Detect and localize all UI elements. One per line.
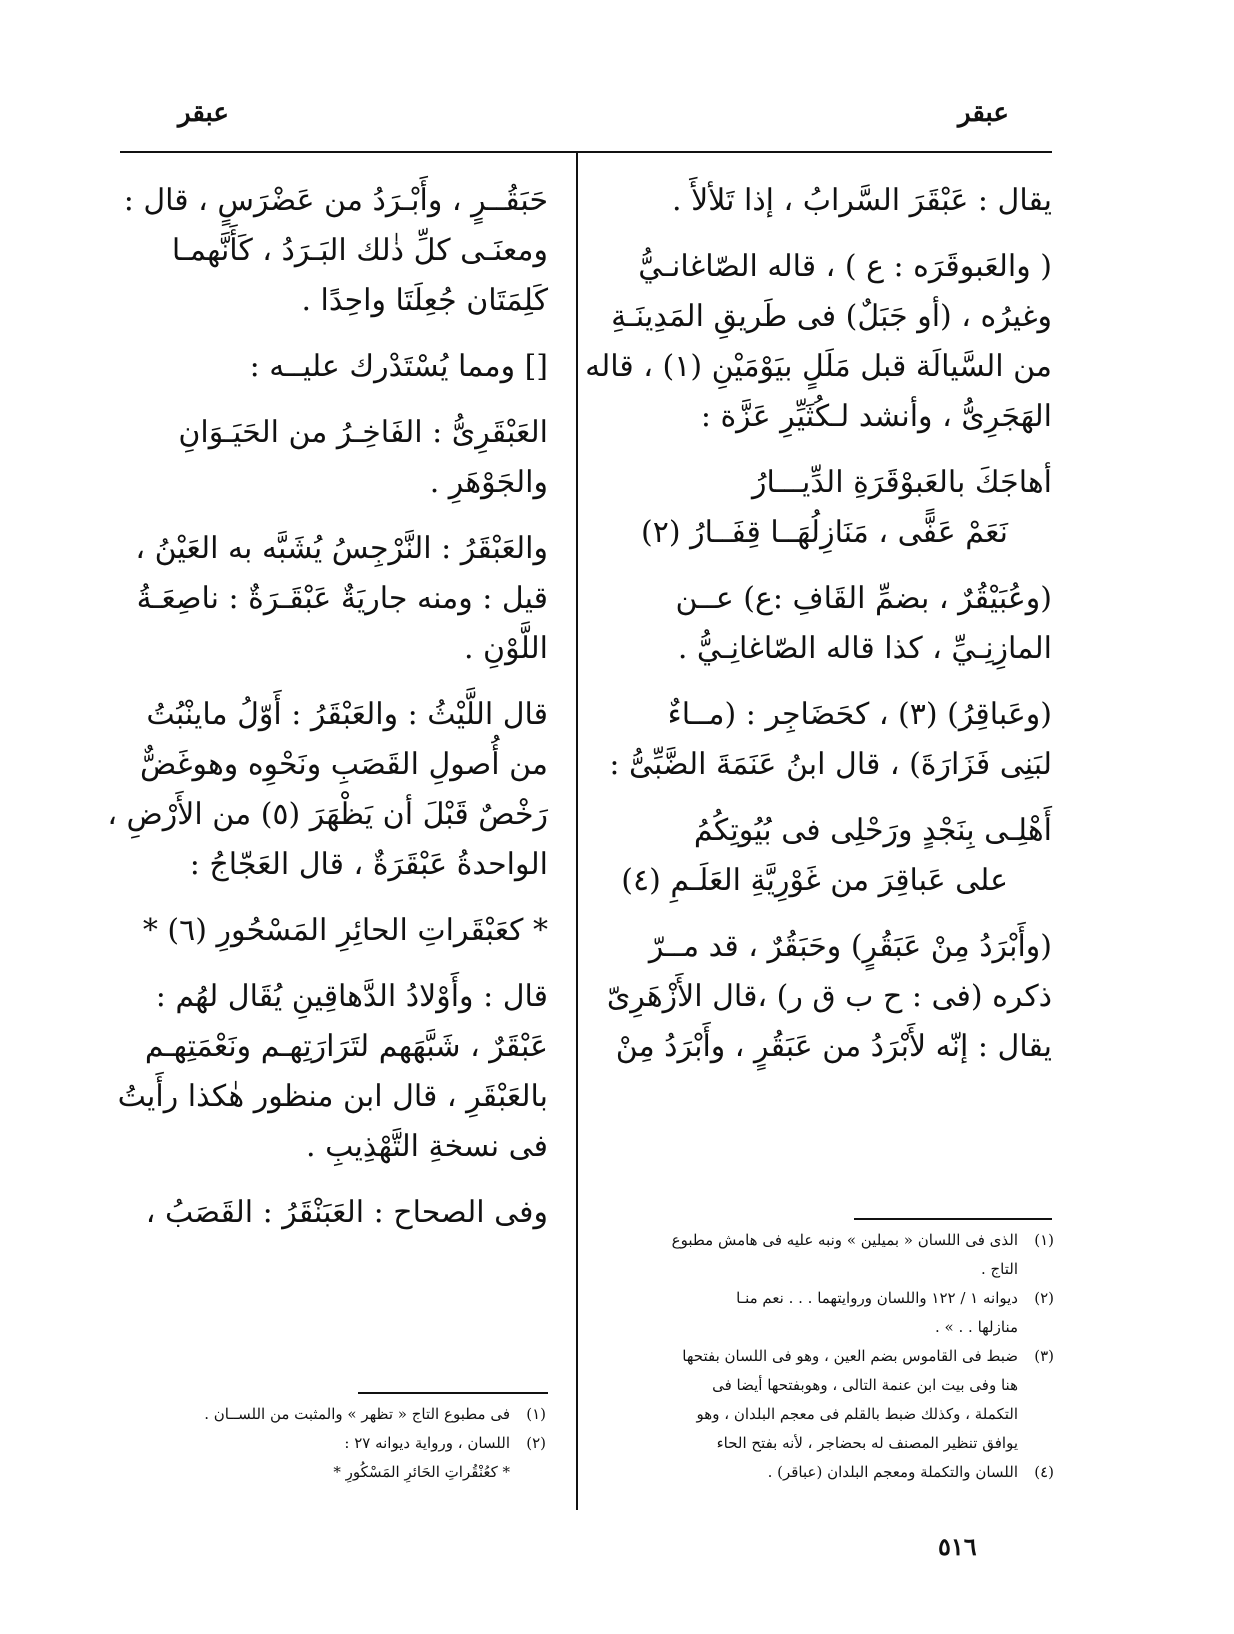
- text-line: اللَّوْنِ .: [463, 631, 548, 666]
- footnote-number: (١): [1034, 1231, 1054, 1249]
- verse-line: نَعَمْ عَفًّى ، مَنَازِلُهَــا قِفَــارُ (٢): [641, 515, 1008, 550]
- paragraph-gap: [622, 442, 1052, 458]
- footnote-number: (٢): [1034, 1289, 1054, 1307]
- paragraph-gap: [116, 326, 548, 342]
- text-line: والجَوْهَرِ .: [429, 465, 548, 500]
- text-line: كَلِمَتَان جُعِلَتَا واحِدًا .: [301, 283, 548, 318]
- page-number: ٥١٦: [938, 1532, 977, 1561]
- footnote-number: (٢): [526, 1434, 546, 1452]
- text-line: قال : وأَوْلادُ الدَّهاقِينِ يُقَال لهُم :: [155, 979, 548, 1014]
- footnote-line: التكملة ، وكذلك ضبط بالقلم فى معجم البلدان ، وهو: [696, 1405, 1018, 1423]
- footnote-text: اللسان ، ورواية ديوانه ٢٧ :: [344, 1434, 510, 1452]
- text-line: وغيرُه ، (أو جَبَلٌ) فى طَريقِ المَدِينَـةِ: [611, 299, 1052, 334]
- paragraph-gap: [116, 890, 548, 906]
- footnote-text: ديوانه ١ / ١٢٢ واللسان وروايتهما . . . نعم منـا: [736, 1289, 1018, 1307]
- paragraph-gap: [116, 508, 548, 524]
- text-line: ذكره (فى : ح ب ق ر) ،قال الأَزْهَرِىّ: [606, 979, 1052, 1014]
- text-line: قال اللَّيْثُ : والعَبْقَرُ : أَوّلُ ماينْبُتُ: [146, 697, 548, 732]
- text-line: حَبَقُــرٍ ، وأَبْـرَدُ من عَضْرَسٍ ، قال :: [123, 183, 548, 218]
- paragraph-gap: [116, 1172, 548, 1188]
- footnote-line: منازلها . . » .: [935, 1318, 1018, 1336]
- text-line: (وعَباقِرُ) (٣) ، كحَضَاجِر : (مــاءٌ: [667, 697, 1052, 732]
- text-line: ( والعَبوقَرَه : ع ) ، قاله الصّاغانـيُّ: [638, 249, 1052, 284]
- text-line: من أُصولِ القَصَبِ ونَحْوِه وهوغَضٌّ: [140, 747, 548, 782]
- text-line: والعَبْقَرُ : النَّرْجِسُ يُشَبَّه به العَيْنُ ،: [135, 531, 548, 566]
- text-line: عَبْقَرٌ ، شَبَّهَهم لتَرَارَتِهـم ونَعْمَتِهـم: [144, 1029, 548, 1064]
- verse-line: * كعَبْقَراتِ الحائِرِ المَسْحُورِ (٦) *: [142, 913, 548, 948]
- paragraph-gap: [116, 392, 548, 408]
- footnote-line: [622, 1284, 1054, 1313]
- footnote-number: (٣): [1034, 1347, 1054, 1365]
- text-line: رَخْصٌ قَبْلَ أن يَظْهَرَ (٥) من الأَرْضِ ،: [107, 797, 548, 832]
- paragraph-gap: [116, 674, 548, 690]
- footnote-verse: * كعُنْقُراتِ الحَائرِ المَسْكُورِ *: [333, 1463, 510, 1481]
- text-line: العَبْقَرِىُّ : الفَاخِـرُ من الحَيَـوَانِ: [178, 415, 548, 450]
- text-line: يقال : إنّه لأَبْرَدُ من عَبَقُرٍ ، وأَبْرَدُ مِنْ: [615, 1029, 1052, 1064]
- paragraph-gap: [622, 790, 1052, 806]
- footnote-line: التاج .: [980, 1260, 1018, 1278]
- footnote-line: [622, 1458, 1054, 1487]
- text-line: ومعنَـى كلِّ ذٰلك البَـرَدُ ، كَأَنَّهمـا: [171, 233, 548, 268]
- footnote-line: يوافق تنظير المصنف له بحضاجر ، لأنه بفتح الحاء: [716, 1434, 1018, 1452]
- footnote-line: [622, 1342, 1054, 1371]
- footnote-line: [116, 1400, 546, 1429]
- footnote-number: (٤): [1034, 1463, 1054, 1481]
- running-head-left: عبقر: [178, 98, 229, 128]
- text-line: من السَّيالَة قبل مَلَلٍ بيَوْمَيْنِ (١) ، قاله: [585, 349, 1052, 384]
- text-line: قيل : ومنه جاريَةٌ عَبْقَـرَةٌ : ناصِعَـةُ: [136, 581, 548, 616]
- text-line: لبَنِى فَزَارَةَ) ، قال ابنُ عَنَمَةَ الضَّبِّىُّ :: [609, 747, 1052, 782]
- verse-line: على عَباقِرَ من غَوْرِيَّةِ العَلَـمِ (٤): [621, 863, 1008, 898]
- text-line: فى نسخةِ التَّهْذِيبِ .: [306, 1129, 548, 1164]
- section-heading: [] ومما يُسْتَدْرك عليــه :: [249, 349, 548, 384]
- paragraph-gap: [622, 906, 1052, 922]
- paragraph-gap: [116, 956, 548, 972]
- footnote-line: [116, 1429, 546, 1458]
- text-line: الهَجَرِىُّ ، وأنشد لـكُثَيِّرِ عَزَّة :: [700, 399, 1052, 434]
- left-column: [107, 176, 548, 1238]
- right-column: [585, 176, 1052, 1072]
- footnote-line: هنا وفى بيت ابن عنمة التالى ، وهوبفتحها أيضا فى: [712, 1376, 1018, 1394]
- footnote-line: [622, 1226, 1054, 1255]
- footnote-number: (١): [526, 1405, 546, 1423]
- text-line: (وعُبَيْقُرٌ ، بضمِّ القَافِ :ع) عــن: [675, 581, 1052, 616]
- header-rule: [120, 151, 1052, 153]
- footnote-text: ضبط فى القاموس بضم العين ، وهو فى اللسان بفتحها: [682, 1347, 1018, 1365]
- footnote-text: الذى فى اللسان « بميلين » ونبه عليه فى هامش مطبوع: [671, 1231, 1018, 1249]
- footnote-rule-right: [854, 1218, 1052, 1220]
- verse-line: أَهْلِـى بِنَجْدٍ ورَحْلِى فى بُيُوتِكُمُ: [693, 813, 1052, 848]
- text-line: (وأَبْرَدُ مِنْ عَبَقُرٍ) وحَبَقُرٌ ، قد مــرّ: [648, 929, 1052, 964]
- footnote-rule-left: [358, 1392, 548, 1394]
- text-line: وفى الصحاح : العَبَنْقَرُ : القَصَبُ ،: [145, 1195, 548, 1230]
- running-head-right: عبقر: [958, 98, 1009, 128]
- text-line: يقال : عَبْقَرَ السَّرابُ ، إذا تَلألأَ .: [672, 183, 1052, 218]
- footnote-text: فى مطبوع التاج « تظهر » والمثبت من اللســان .: [204, 1405, 510, 1423]
- text-line: بالعَبْقَرِ ، قال ابن منظور هٰكذا رأَيتُ: [117, 1079, 548, 1114]
- paragraph-gap: [622, 558, 1052, 574]
- column-divider: [576, 152, 578, 1510]
- footnotes-right: [622, 1226, 1054, 1487]
- footnote-text: اللسان والتكملة ومعجم البلدان (عباقر) .: [767, 1463, 1018, 1481]
- paragraph-gap: [622, 226, 1052, 242]
- footnotes-left: [116, 1400, 546, 1487]
- verse-line: أهاجَكَ بالعَبوْقَرَةِ الدِّيـــارُ: [751, 465, 1052, 500]
- paragraph-gap: [622, 674, 1052, 690]
- text-line: الواحدةُ عَبْقَرَةٌ ، قال العَجّاجُ :: [189, 847, 548, 882]
- text-line: المازِنِـيِّ ، كذا قاله الصّاغانِـيُّ .: [677, 631, 1052, 666]
